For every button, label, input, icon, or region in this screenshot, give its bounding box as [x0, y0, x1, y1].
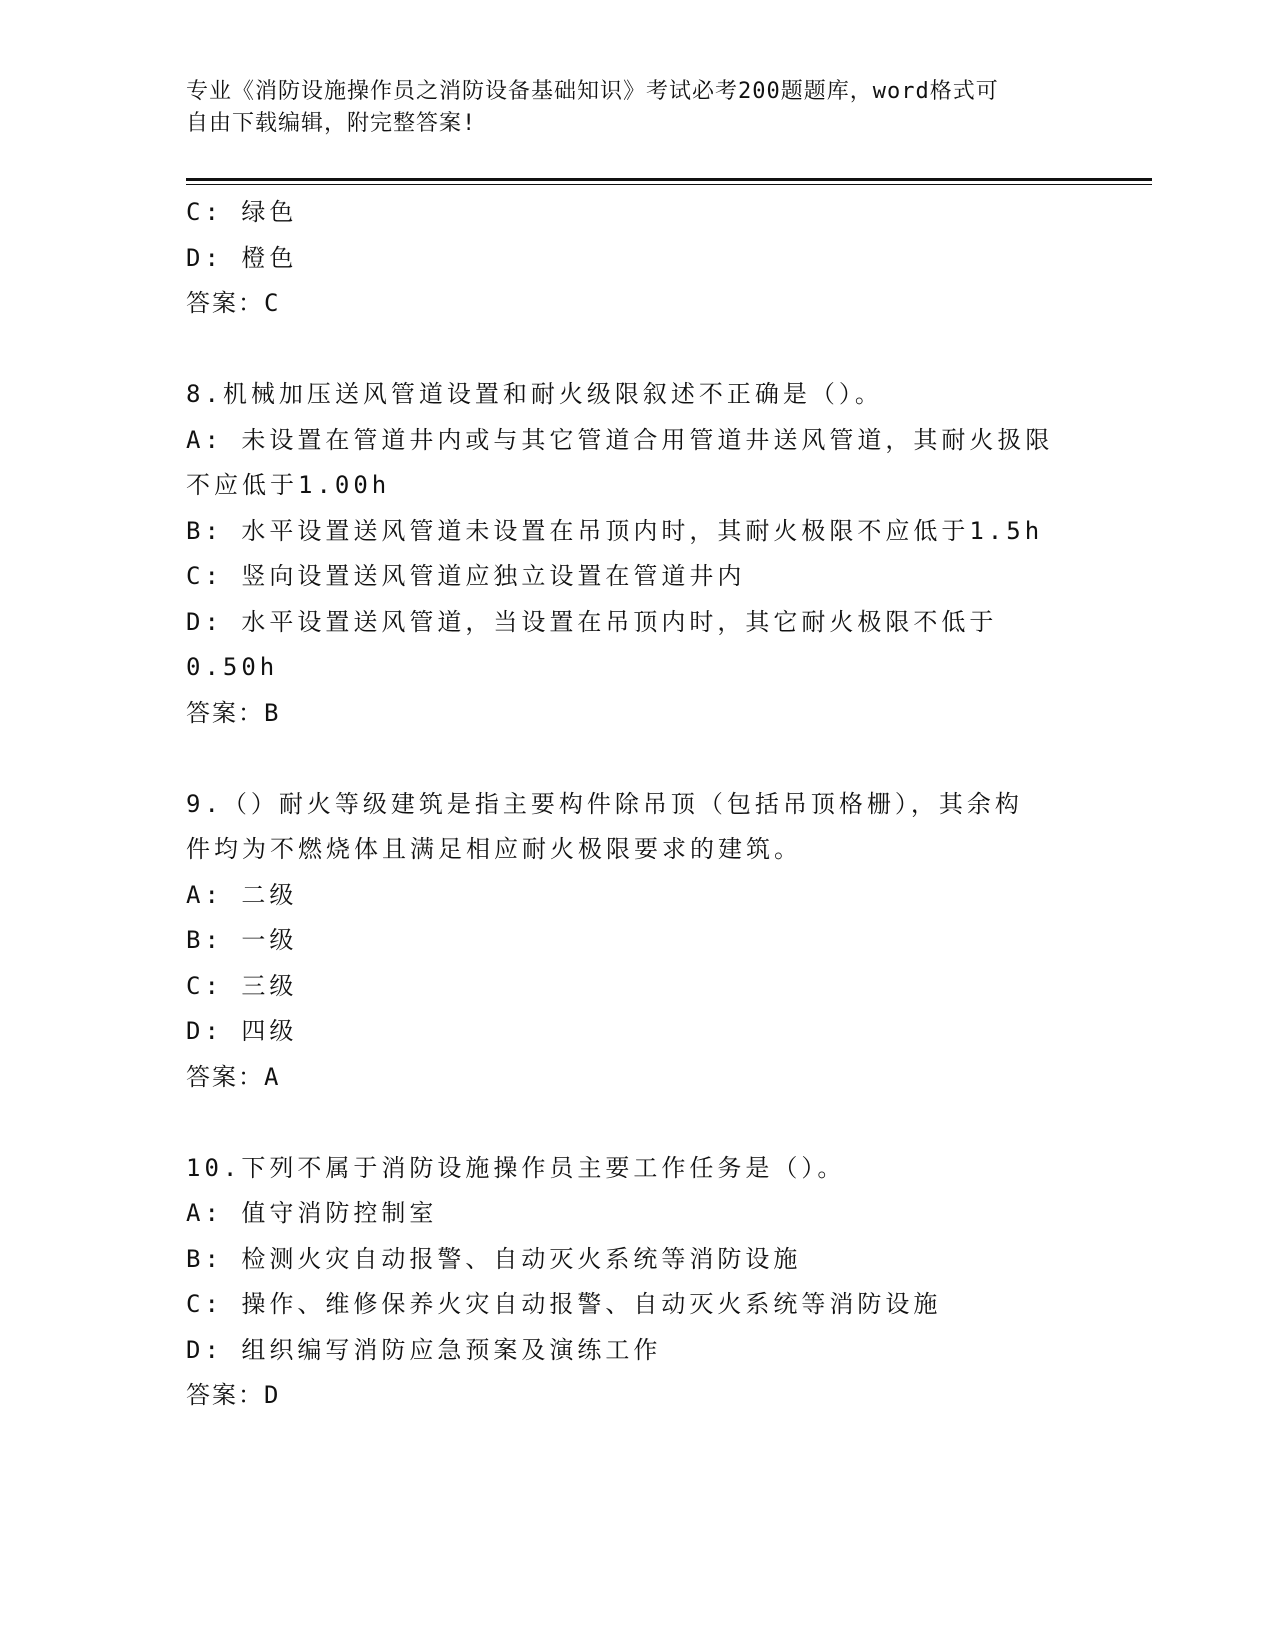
answer: 答案：B: [186, 698, 281, 727]
answer: 答案：D: [186, 1381, 281, 1409]
question-list: [186, 190, 1086, 1419]
answer: 答案：C: [186, 289, 281, 317]
option-c: C: 三级: [186, 971, 298, 1000]
question-stem: 9.（）耐火等级建筑是指主要构件除吊顶（包括吊顶格栅），其余构: [186, 789, 1023, 818]
option-a: A: 未设置在管道井内或与其它管道合用管道井送风管道，其耐火扱限: [186, 425, 1054, 454]
question-stem: 10.下列不属于消防设施操作员主要工作任务是（）。: [186, 1153, 846, 1182]
question-stem: 8.机械加压送风管道设置和耐火级限叙述不正确是（）。: [186, 380, 883, 408]
question-9: [186, 782, 1086, 1101]
question-7: [186, 190, 1086, 327]
option-b: B: 检测火灾自动报警、自动灭火系统等消防设施: [186, 1244, 802, 1273]
option-c: C: 操作、维修保养火灾自动报警、自动灭火系统等消防设施: [186, 1290, 942, 1318]
option-d: D: 水平设置送风管道，当设置在吊顶内时，其它耐火极限不低于: [186, 607, 998, 636]
header-line-1: 专业《消防设施操作员之消防设备基础知识》考试必考200题题库，word格式可: [186, 79, 999, 104]
header-rule-thin: [186, 184, 1152, 185]
question-stem-continued: 件均为不燃烧体且满足相应耐火极限要求的建筑。: [186, 835, 802, 863]
question-8: [186, 372, 1086, 736]
header-line-2: 自由下载编辑，附完整答案!: [186, 111, 477, 136]
option-d-continued: 0.50h: [186, 653, 279, 681]
option-a: A: 二级: [186, 880, 298, 909]
option-b: B: 一级: [186, 926, 298, 954]
answer: 答案：A: [186, 1062, 281, 1091]
option-a: A: 值守消防控制室: [186, 1199, 438, 1227]
option-b: B: 水平设置送风管道未设置在吊顶内时，其耐火极限不应低于1.5h: [186, 516, 1044, 545]
option-d: D: 组织编写消防应急预案及演练工作: [186, 1335, 662, 1364]
spacer: [186, 327, 1086, 373]
spacer: [186, 1100, 1086, 1146]
option-d: D: 四级: [186, 1017, 298, 1045]
header-rule-thick: [186, 178, 1152, 181]
option-c: C: 绿色: [186, 198, 298, 226]
option-d: D: 橙色: [186, 243, 298, 272]
spacer: [186, 736, 1086, 782]
document-header: [186, 76, 1086, 140]
option-a-continued: 不应低于1.00h: [186, 471, 391, 499]
option-c: C: 竖向设置送风管道应独立设置在管道井内: [186, 562, 746, 590]
question-10: [186, 1146, 1086, 1419]
